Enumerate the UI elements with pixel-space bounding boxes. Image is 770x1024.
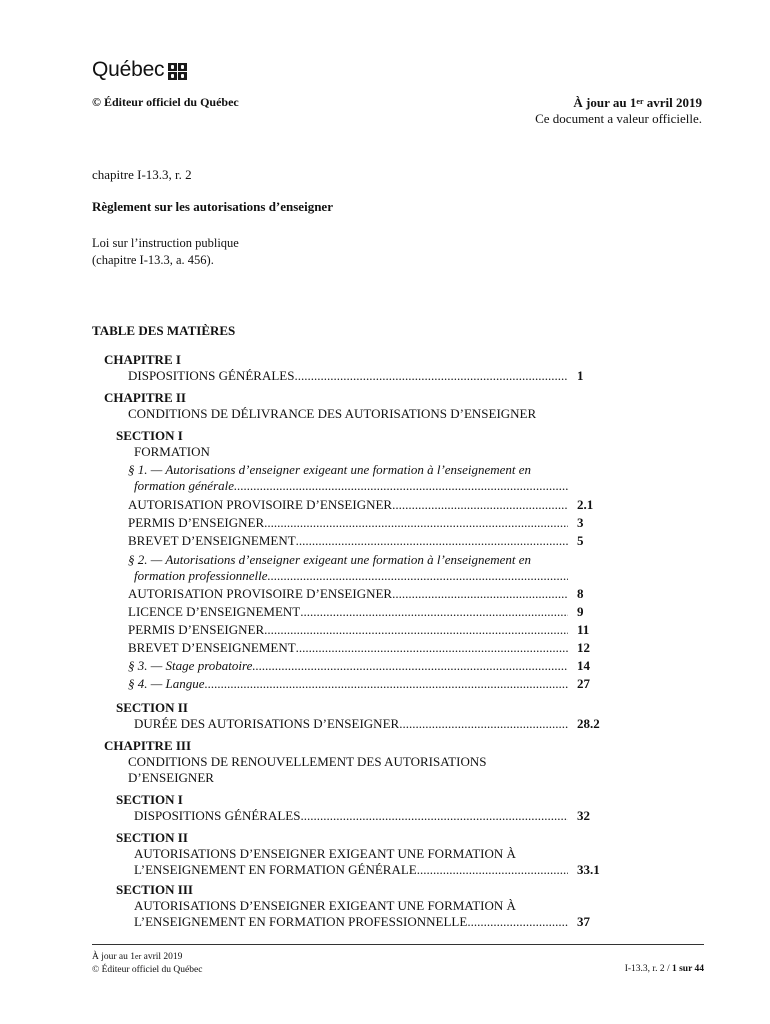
toc-section-heading: SECTION I <box>116 792 183 807</box>
toc-entry-number: 37 <box>577 914 590 929</box>
toc-entry-link[interactable]: PERMIS D’ENSEIGNER ..... <box>128 622 568 638</box>
toc-subsection-title: § 1. — Autorisations d’enseigner exigeant une formation à l’enseignement en <box>128 462 532 477</box>
toc-entry-number: 14 <box>577 658 590 673</box>
quebec-logo <box>92 58 187 82</box>
toc-section-heading: SECTION III <box>116 882 193 897</box>
toc-entry-link[interactable]: § 4. — Langue ..... <box>128 676 568 692</box>
law-line-2: (chapitre I-13.3, a. 456). <box>92 253 214 267</box>
toc-entry-link[interactable]: L’ENSEIGNEMENT EN FORMATION GÉNÉRALE ..... <box>134 862 568 878</box>
toc-entry-number: 28.2 <box>577 716 600 731</box>
footer-publisher: © Éditeur officiel du Québec <box>92 965 203 975</box>
fleur-de-lis-flag-icon <box>168 63 187 80</box>
toc-entry-number: 11 <box>577 622 590 637</box>
toc-entry-number: 33.1 <box>577 862 600 877</box>
toc-section-title: FORMATION <box>134 444 210 459</box>
footer-update-date: À jour au 1er avril 2019 <box>92 952 183 962</box>
update-date: À jour au 1er avril 2019 <box>573 95 702 110</box>
toc-entry-number: 5 <box>577 533 584 548</box>
law-line-1: Loi sur l’instruction publique <box>92 236 239 250</box>
toc-entry-link[interactable]: AUTORISATION PROVISOIRE D’ENSEIGNER ..... <box>128 586 568 602</box>
footer-divider <box>92 944 704 945</box>
toc-entry-link[interactable]: L’ENSEIGNEMENT EN FORMATION PROFESSIONNELLE ..... <box>134 914 568 930</box>
toc-entry-number: 9 <box>577 604 584 619</box>
toc-entry-link[interactable]: LICENCE D’ENSEIGNEMENT ..... <box>128 604 568 620</box>
toc-entry-link[interactable]: formation générale ..... <box>134 478 568 494</box>
toc-entry-number: 1 <box>577 368 584 383</box>
toc-section-heading: SECTION II <box>116 700 188 715</box>
toc-entry-link[interactable]: formation professionnelle ..... <box>134 568 568 584</box>
toc-chapter-heading: CHAPITRE III <box>104 738 192 753</box>
toc-entry-link[interactable]: AUTORISATION PROVISOIRE D’ENSEIGNER ..... <box>128 497 568 513</box>
toc-section-heading: SECTION II <box>116 830 188 845</box>
toc-entry-number: 2.1 <box>577 497 594 512</box>
toc-chapter-title: CONDITIONS DE DÉLIVRANCE DES AUTORISATIONS D’ENSEIGNER <box>128 406 537 421</box>
publisher-label: © Éditeur officiel du Québec <box>92 95 239 109</box>
official-note: Ce document a valeur officielle. <box>535 111 702 126</box>
document-title: Règlement sur les autorisations d’enseigner <box>92 199 333 214</box>
toc-entry-link[interactable]: § 3. — Stage probatoire ..... <box>128 658 568 674</box>
toc-entry-number: 8 <box>577 586 584 601</box>
update-info <box>535 95 702 127</box>
toc-section-title: AUTORISATIONS D’ENSEIGNER EXIGEANT UNE FORMATION À <box>134 898 516 913</box>
toc-entry-number: 3 <box>577 515 584 530</box>
toc-section-title: AUTORISATIONS D’ENSEIGNER EXIGEANT UNE FORMATION À <box>134 846 516 861</box>
toc-entry-link[interactable]: DISPOSITIONS GÉNÉRALES ..... <box>134 808 568 824</box>
page-indicator: I-13.3, r. 2 / 1 sur 44 <box>624 964 704 974</box>
toc-chapter-heading: CHAPITRE I <box>104 352 181 367</box>
logo-text: Québec <box>92 58 165 81</box>
toc-entry-link[interactable]: BREVET D’ENSEIGNEMENT ..... <box>128 640 568 656</box>
toc-entry-number: 27 <box>577 676 590 691</box>
toc-entry-link[interactable]: DURÉE DES AUTORISATIONS D’ENSEIGNER ..... <box>134 716 568 732</box>
toc-entry-link[interactable]: PERMIS D’ENSEIGNER ..... <box>128 515 568 531</box>
toc-subsection-title: § 2. — Autorisations d’enseigner exigeant une formation à l’enseignement en <box>128 552 532 567</box>
toc-section-heading: SECTION I <box>116 428 183 443</box>
toc-chapter-title: CONDITIONS DE RENOUVELLEMENT DES AUTORISATIONS <box>128 754 487 769</box>
toc-entry-link[interactable]: BREVET D’ENSEIGNEMENT ..... <box>128 533 568 549</box>
chapter-reference: chapitre I-13.3, r. 2 <box>92 167 192 182</box>
toc-heading: TABLE DES MATIÈRES <box>92 323 236 338</box>
enabling-law <box>92 235 239 269</box>
toc-chapter-heading: CHAPITRE II <box>104 390 186 405</box>
toc-chapter-title: D’ENSEIGNER <box>128 770 214 785</box>
toc-entry-number: 12 <box>577 640 590 655</box>
footer-info <box>92 951 202 977</box>
toc-entry-number: 32 <box>577 808 590 823</box>
toc-entry-link[interactable]: DISPOSITIONS GÉNÉRALES ..... <box>128 368 568 384</box>
